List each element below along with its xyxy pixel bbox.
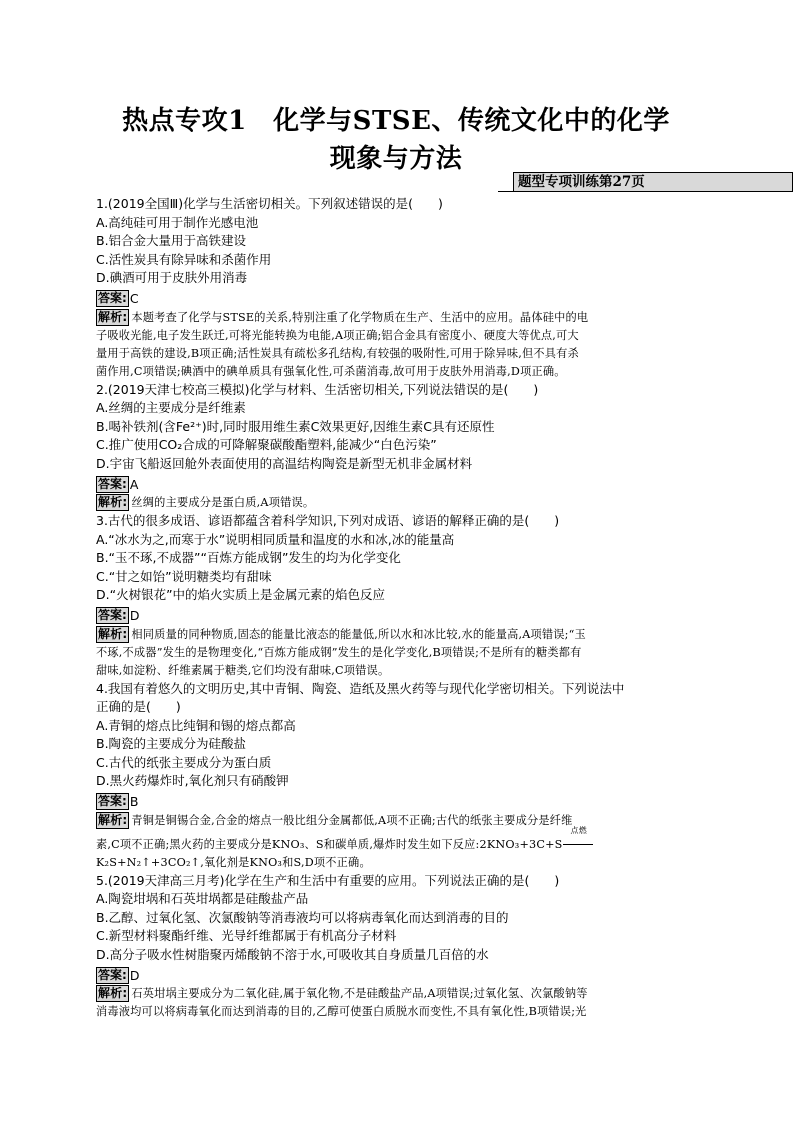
page-title <box>96 102 696 178</box>
option: C.“甘之如饴”说明糖类均有甜味 <box>96 568 272 584</box>
option: A.陶瓷坩埚和石英坩埚都是硅酸盐产品 <box>96 891 309 906</box>
answer-row <box>96 606 696 626</box>
option: B.乙醇、过氧化氢、次氯酸钠等消毒液均可以将病毒氧化而达到消毒的目的 <box>96 909 509 925</box>
question-stem-cont: 正确的是( ) <box>96 699 181 714</box>
explanation: 解析: 青铜是铜锡合金,合金的熔点一般比组分金属都低,A项不正确;古代的纸张主要成分是纤维 素,C项不正确;黑火药的主要成分是KNO₃、S和碳单质,爆炸时发生如下反应:2KNO₃+3C+S 点燃 K₂S+N₂↑+3CO₂↑,氧化剂是KNO₃和S,D项不正确。 <box>96 812 696 872</box>
option: B.喝补铁剂(含Fe²⁺)时,同时服用维生素C效果更好,因维生素C具有还原性 <box>96 418 495 434</box>
option: D.高分子吸水性树脂聚丙烯酸钠不溶于水,可吸收其自身质量几百倍的水 <box>96 946 489 962</box>
option: D.黑火药爆炸时,氧化剂只有硝酸钾 <box>96 773 289 788</box>
option: D.“火树银花”中的焰火实质上是金属元素的焰色反应 <box>96 587 386 602</box>
answer-value: B <box>129 794 139 809</box>
answer-row <box>96 965 696 985</box>
answer-tag: 答案: <box>98 608 127 622</box>
title-line-2: 现象与方法 <box>329 144 463 174</box>
explanation-tag: 解析: <box>98 812 128 827</box>
explanation-tag: 解析: <box>98 309 128 324</box>
question-list <box>96 195 696 1021</box>
question-stem: 2.(2019天津七校高三模拟)化学与材料、生活密切相关,下列说法错误的是( ) <box>96 381 539 397</box>
option: D.碘酒可用于皮肤外用消毒 <box>96 270 248 285</box>
answer-tag: 答案: <box>98 967 127 982</box>
training-banner: 题型专项训练第27页 <box>513 172 793 192</box>
answer-tag: 答案: <box>98 291 127 305</box>
answer-value: A <box>129 476 139 492</box>
option: A.“冰水为之,而寒于水”说明相同质量和温度的水和冰,冰的能量高 <box>96 531 455 547</box>
option: C.新型材料聚酯纤维、光导纤维都属于有机高分子材料 <box>96 928 397 943</box>
explanation-tag: 解析: <box>98 495 128 509</box>
option: A.青铜的熔点比纯铜和锡的熔点都高 <box>96 717 296 733</box>
explanation: 解析: 石英坩埚主要成分为二氧化硅,属于氧化物,不是硅酸盐产品,A项错误;过氧化氢、次氯酸钠等 消毒液均可以将病毒氧化而达到消毒的目的,乙醇可使蛋白质脱水而变性,不具有氧化性,B项错误;光 <box>96 986 588 1018</box>
option: A.高纯硅可用于制作光感电池 <box>96 214 259 230</box>
question-stem: 3.古代的很多成语、谚语都蕴含着科学知识,下列对成语、谚语的解释正确的是( ) <box>96 513 560 528</box>
question-stem: 4.我国有着悠久的文明历史,其中青铜、陶瓷、造纸及黑火药等与现代化学密切相关。下列说法中 <box>96 680 625 696</box>
explanation: 解析: 相同质量的同种物质,固态的能量比液态的能量低,所以水和冰比较,水的能量高,A项错误;“玉 不琢,不成器”发生的是物理变化,“百炼方能成钢”发生的是化学变化,B项错误;不是所有的糖类都有 甜味,如淀粉、纤维素属于糖类,它们均没有甜味,C项错误。 <box>96 626 586 677</box>
answer-value: D <box>129 608 140 623</box>
question-1 <box>96 195 696 381</box>
title-line-1: 热点专攻1 化学与STSE、传统文化中的化学 <box>122 106 670 136</box>
question-stem: 1.(2019全国Ⅲ)化学与生活密切相关。下列叙述错误的是( ) <box>96 196 443 211</box>
banner-rule <box>498 191 513 192</box>
option: A.丝绸的主要成分是纤维素 <box>96 400 246 415</box>
question-5 <box>96 872 696 1022</box>
option: C.推广使用CO₂合成的可降解聚碳酸酯塑料,能减少“白色污染” <box>96 437 437 452</box>
answer-tag: 答案: <box>98 476 127 491</box>
answer-row <box>96 289 696 309</box>
answer-row <box>96 474 696 494</box>
answer-row <box>96 792 696 812</box>
explanation-tag: 解析: <box>98 986 128 1000</box>
question-2 <box>96 381 696 513</box>
reaction-condition: 点燃 <box>563 836 593 854</box>
answer-value: D <box>129 967 140 983</box>
explanation: 解析: 丝绸的主要成分是蛋白质,A项错误。 <box>98 495 315 509</box>
option: C.古代的纸张主要成分为蛋白质 <box>96 754 272 770</box>
option: D.宇宙飞船返回舱外表面使用的高温结构陶瓷是新型无机非金属材料 <box>96 455 473 471</box>
option: B.铝合金大量用于高铁建设 <box>96 233 247 248</box>
question-stem: 5.(2019天津高三月考)化学在生产和生活中有重要的应用。下列说法正确的是( ) <box>96 872 560 888</box>
explanation: 解析: 本题考查了化学与STSE的关系,特别注重了化学物质在生产、生活中的应用。晶体硅中的电 子吸收光能,电子发生跃迁,可将光能转换为电能,A项正确;铝合金具有密度小、硬度大等优点,可大 量用于高铁的建设,B项正确;活性炭具有疏松多孔结构,有较强的吸附性,可用于除异味,但不具有杀 菌作用,C项错误;碘酒中的碘单质具有强氧化性,可杀菌消毒,故可用于皮肤外用消毒,D项正确。 <box>96 309 589 378</box>
option: B.陶瓷的主要成分为硅酸盐 <box>96 736 247 751</box>
question-3 <box>96 512 696 680</box>
answer-tag: 答案: <box>98 794 127 808</box>
answer-value: C <box>129 291 139 306</box>
option: C.活性炭具有除异味和杀菌作用 <box>96 251 272 267</box>
explanation-tag: 解析: <box>98 626 128 641</box>
option: B.“玉不琢,不成器”“百炼方能成钢”发生的均为化学变化 <box>96 550 401 565</box>
question-4 <box>96 680 696 872</box>
